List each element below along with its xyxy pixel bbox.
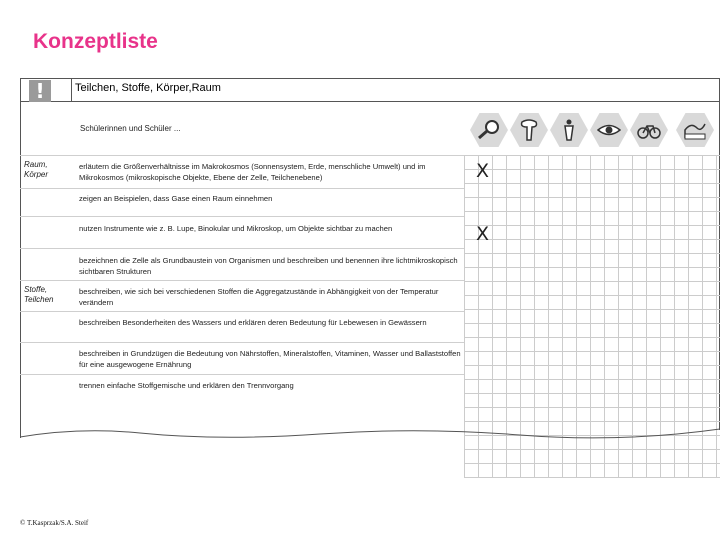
competence-row: beschreiben Besonderheiten des Wassers und erklären deren Bedeutung für Lebewesen in Gewässern bbox=[79, 318, 427, 327]
competence-row: erläutern die Größenverhältnisse im Makrokosmos (Sonnensystem, Erde, menschliche Umwelt) und im Mikrokosmos (mikroskopische Objekte, Ebene der Zelle, Teilchenebene) bbox=[79, 162, 426, 182]
grid-line bbox=[464, 295, 720, 296]
grid-line bbox=[464, 197, 720, 198]
competence-row: bezeichnen die Zelle als Grundbaustein von Organismen und beschreiben und benennen ihre lichtmikroskopisch sichtbaren Strukturen bbox=[79, 256, 458, 276]
grid-line bbox=[464, 281, 720, 282]
grid-line bbox=[464, 463, 720, 464]
grid-line bbox=[464, 211, 720, 212]
competence-row: trennen einfache Stoffgemische und erklären den Trennvorgang bbox=[79, 381, 294, 390]
row-separator bbox=[20, 311, 464, 312]
competence-row: beschreiben, wie sich bei verschiedenen Stoffen die Aggregatzustände in Abhängigkeit von der Temperatur verändern bbox=[79, 287, 439, 307]
grid-line bbox=[464, 169, 720, 170]
magnifier-icon bbox=[470, 113, 508, 147]
grid-line bbox=[464, 253, 720, 254]
check-mark[interactable]: X bbox=[476, 160, 490, 182]
person-icon bbox=[550, 113, 588, 147]
grid-line bbox=[464, 183, 720, 184]
eye-icon bbox=[590, 113, 628, 147]
grid-line bbox=[464, 421, 720, 422]
grid-line bbox=[464, 267, 720, 268]
tree-icon bbox=[510, 113, 548, 147]
grid-line bbox=[464, 365, 720, 366]
grid-line bbox=[464, 477, 720, 478]
torn-edge bbox=[20, 425, 720, 445]
grid-line bbox=[464, 323, 720, 324]
grid-line bbox=[464, 155, 720, 156]
row-separator bbox=[20, 216, 464, 217]
grid-line bbox=[464, 393, 720, 394]
header-title: Teilchen, Stoffe, Körper,Raum bbox=[75, 82, 221, 94]
competence-row: nutzen Instrumente wie z. B. Lupe, Binokular und Mikroskop, um Objekte sichtbar zu machen bbox=[79, 224, 393, 233]
row-separator bbox=[20, 280, 464, 281]
category-raum-koerper: Raum, Körper bbox=[24, 160, 49, 179]
grid-line bbox=[464, 239, 720, 240]
grid-line bbox=[464, 407, 720, 408]
row-separator bbox=[20, 248, 464, 249]
chart-icon bbox=[676, 113, 714, 147]
competence-row: beschreiben in Grundzügen die Bedeutung von Nährstoffen, Mineralstoffen, Vitaminen, Wasser und Ballaststoffen für eine ausgewogene Ernährung bbox=[79, 349, 461, 369]
grid-line bbox=[464, 379, 720, 380]
grid-line bbox=[464, 337, 720, 338]
header-divider bbox=[71, 78, 72, 102]
category-stoffe-teilchen: Stoffe, Teilchen bbox=[24, 285, 54, 304]
grid-line bbox=[464, 225, 720, 226]
frame-left-border bbox=[20, 78, 21, 438]
row-separator bbox=[20, 188, 464, 189]
row-separator bbox=[20, 155, 464, 156]
students-label: Schülerinnen und Schüler ... bbox=[80, 124, 181, 133]
grid-line bbox=[464, 309, 720, 310]
warning-icon: ! bbox=[29, 80, 51, 102]
check-mark[interactable]: X bbox=[476, 223, 490, 245]
copyright-footer: © T.Kasprzak/S.A. Steif bbox=[20, 519, 89, 527]
page-title: Konzeptliste bbox=[33, 30, 158, 53]
row-separator bbox=[20, 342, 464, 343]
grid-line bbox=[464, 449, 720, 450]
row-separator bbox=[20, 374, 464, 375]
grid-line bbox=[464, 351, 720, 352]
bicycle-icon bbox=[630, 113, 668, 147]
competence-row: zeigen an Beispielen, dass Gase einen Raum einnehmen bbox=[79, 194, 273, 203]
